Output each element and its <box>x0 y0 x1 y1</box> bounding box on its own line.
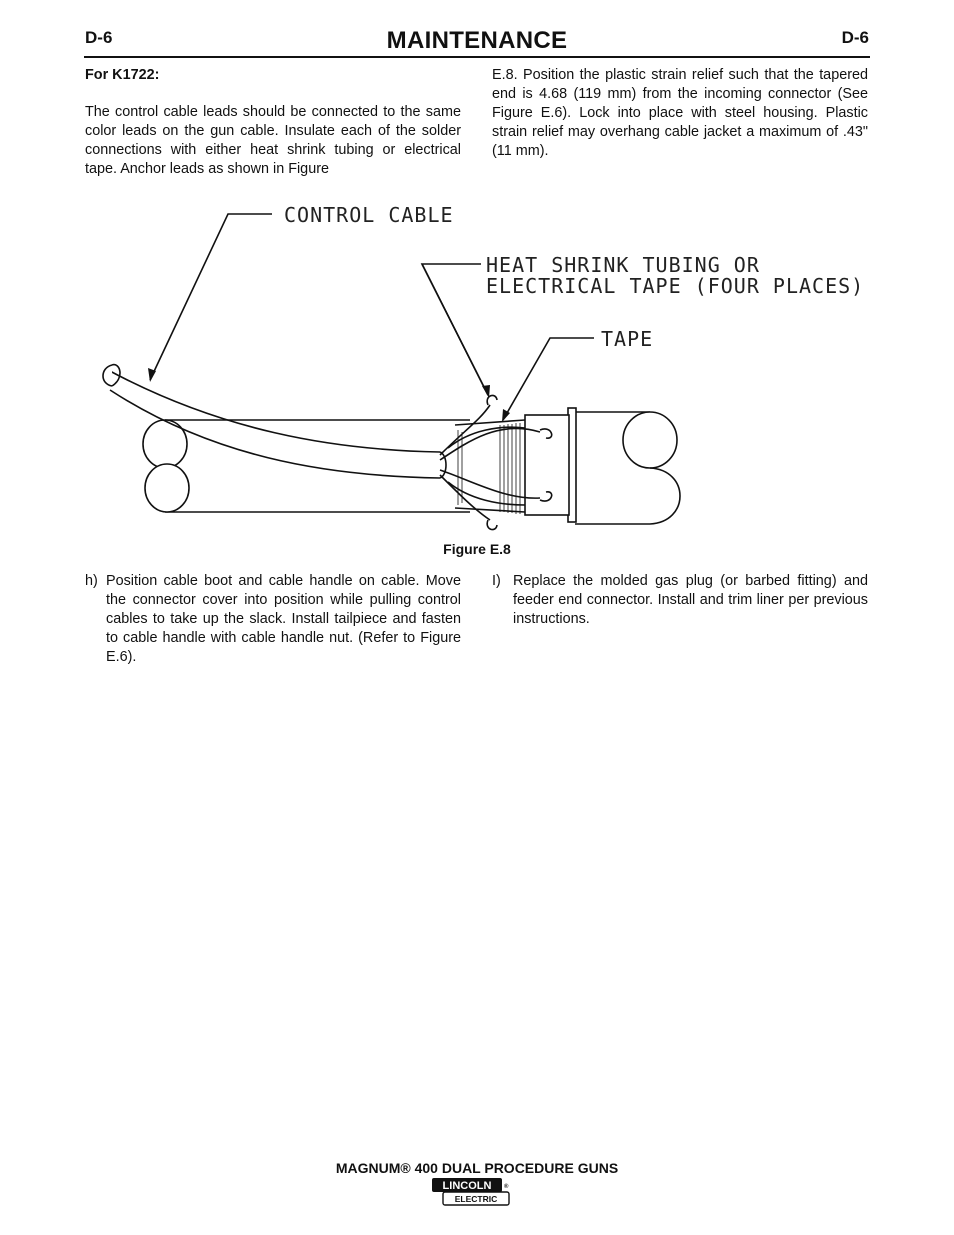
logo-registered-mark: ® <box>504 1184 509 1190</box>
label-control-cable: CONTROL CABLE <box>284 203 454 227</box>
step-h-marker: h) <box>85 573 98 589</box>
header-rule <box>84 56 870 58</box>
label-heat-shrink-line1: HEAT SHRINK TUBING OR <box>486 253 760 277</box>
step-i-marker: I) <box>492 573 501 589</box>
label-tape: TAPE <box>601 327 654 351</box>
step-i <box>492 572 868 629</box>
step-h-text: Position cable boot and cable handle on cable. Move the connector cover into position while pulling control cables to take up the slack. Install tailpiece and fasten to cable handle with cable handle nut. (Refer to Figure E.6). <box>106 573 461 665</box>
logo-bottom-text: ELECTRIC <box>454 1194 498 1204</box>
logo-top-text: LINCOLN <box>442 1180 492 1192</box>
page-title: MAINTENANCE <box>386 27 568 54</box>
lincoln-electric-logo <box>430 1176 514 1208</box>
cable-connection-diagram <box>0 190 954 535</box>
page-number-left: D-6 <box>85 28 113 47</box>
step-i-text: Replace the molded gas plug (or barbed fitting) and feeder end connector. Install and trim liner per previous instructions. <box>513 573 868 627</box>
figure-caption: Figure E.8 <box>443 541 511 557</box>
label-heat-shrink-line2: ELECTRICAL TAPE (FOUR PLACES) <box>486 274 865 298</box>
left-paragraph: The control cable leads should be connected to the same color leads on the gun cable. Insulate each of the solder connections with either heat shrink tubing or electrical tape. Anchor leads as shown in Figure <box>85 104 461 177</box>
section-subheading: For K1722: <box>85 67 160 83</box>
right-paragraph: E.8. Position the plastic strain relief such that the tapered end is 4.68 (119 mm) from the incoming connector (See Figure E.6). Lock into place with steel housing. Plastic strain relief may overhang cable jacket a maximum of .43" (11 mm). <box>492 67 868 159</box>
step-h <box>85 572 461 667</box>
footer-product-title: MAGNUM® 400 DUAL PROCEDURE GUNS <box>335 1160 619 1176</box>
page-number-right: D-6 <box>841 28 869 47</box>
